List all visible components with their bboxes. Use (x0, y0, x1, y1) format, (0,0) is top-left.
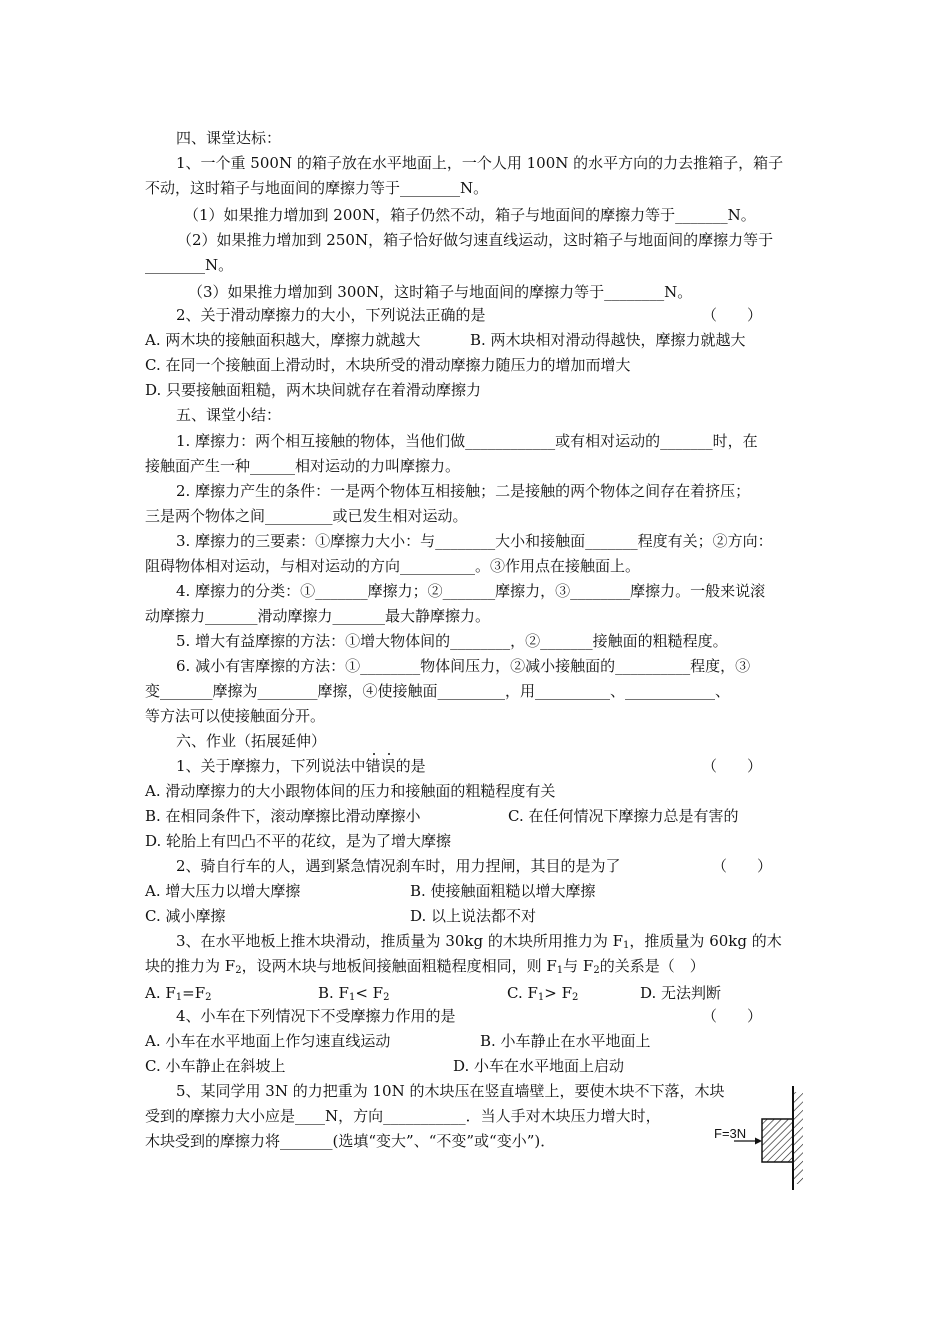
section5-heading: 五、课堂小结： (176, 406, 282, 424)
wooden-block (762, 1119, 793, 1162)
subscript: 2 (593, 965, 600, 976)
opt-text: C. F (507, 984, 538, 1002)
s6-q3-line2-text-2: ，设两木块与地板间接触面粗糙程度相同，则 F (241, 957, 557, 975)
s5-p4-line1: 4. 摩擦力的分类：①_______摩擦力；②_______摩擦力，③________摩擦力。一般来说滚 (176, 582, 766, 600)
s5-p3-line1: 3. 摩擦力的三要素：①摩擦力大小：与________大小和接触面_______程度有关；②方向： (176, 532, 773, 550)
s5-p3-line2: 阻碍物体相对运动，与相对运动的方向__________。③作用点在接触面上。 (145, 557, 641, 575)
s5-p1-line1: 1. 摩擦力：两个相互接触的物体，当他们做____________或有相对运动的_______时，在 (176, 432, 758, 450)
s5-p2-line2: 三是两个物体之间_________或已发生相对运动。 (145, 507, 468, 525)
s4-q2-option-c: C. 在同一个接触面上滑动时，木块所受的滑动摩擦力随压力的增加而增大 (145, 356, 631, 374)
s6-q4-stem: 4、小车在下列情况下不受摩擦力作用的是 (176, 1007, 456, 1025)
force-label: F=3N (714, 1126, 747, 1141)
s6-q5-line2: 受到的摩擦力大小应是____N，方向___________．当人手对木块压力增大时， (145, 1107, 661, 1125)
s6-q1-emphasis-2: 误 (380, 757, 396, 775)
s6-q2-option-d: D. 以上说法都不对 (410, 907, 537, 925)
s6-q1-answer-paren: （ ） (702, 757, 763, 775)
s6-q2-option-a: A. 增大压力以增大摩擦 (145, 882, 301, 900)
section6-heading: 六、作业（拓展延伸） (176, 732, 327, 750)
s6-q4-option-b: B. 小车静止在水平地面上 (480, 1032, 651, 1050)
s5-p4-line2: 动摩擦力_______滑动摩擦力_______最大静摩擦力。 (145, 607, 491, 625)
s5-p5: 5. 增大有益摩擦的方法：①增大物体间的________，②_______接触面的粗糙程度。 (176, 632, 728, 650)
s6-q1-stem (176, 756, 426, 776)
subscript: 2 (383, 992, 390, 1003)
s4-q2-option-b: B. 两木块相对滑动得越快，摩擦力就越大 (470, 331, 746, 349)
block-wall-figure (712, 1082, 812, 1194)
s6-q3-line1 (176, 931, 782, 956)
s6-q3-option-b (318, 983, 389, 1008)
subscript: 2 (205, 992, 212, 1003)
s4-q1-sub1: （1）如果推力增加到 200N，箱子仍然不动，箱子与地面间的摩擦力等于_______N。 (184, 206, 756, 224)
subscript: 2 (572, 992, 579, 1003)
s4-q1-sub3: （3）如果推力增加到 300N，这时箱子与地面间的摩擦力等于________N。 (188, 283, 693, 301)
s5-p2-line1: 2. 摩擦力产生的条件：一是两个物体互相接触；二是接触的两个物体之间存在着挤压； (176, 482, 751, 500)
subscript: 2 (235, 965, 242, 976)
s6-q5-line3: 木块受到的摩擦力将_______(选填“变大”、“不变”或“变小”)． (145, 1132, 556, 1150)
s6-q3-line2-text-4: 的关系是（ ） (599, 957, 705, 975)
s6-q3-line2 (145, 956, 705, 981)
s4-q2-option-d: D. 只要接触面粗糙，两木块间就存在着滑动摩擦力 (145, 381, 482, 399)
opt-text: > F (544, 984, 573, 1002)
s5-p6-line2: 变_______摩擦为________摩擦，④使接触面_________，用__________、____________、 (145, 682, 731, 700)
s4-q1-line2: 不动，这时箱子与地面间的摩擦力等于________N。 (145, 179, 489, 197)
s6-q1-stem-post: 的是 (395, 757, 426, 775)
s5-p6-line3: 等方法可以使接触面分开。 (145, 707, 326, 725)
section4-heading: 四、课堂达标： (176, 129, 282, 147)
opt-text: A. F (145, 984, 176, 1002)
s6-q4-answer-paren: （ ） (702, 1007, 763, 1025)
s6-q3-option-d: D. 无法判断 (640, 984, 722, 1002)
s6-q3-option-a (145, 983, 212, 1008)
s6-q1-option-a: A. 滑动摩擦力的大小跟物体间的压力和接触面的粗糙程度有关 (145, 782, 556, 800)
s5-p6-line1: 6. 减小有害摩擦的方法：①________物体间压力，②减小接触面的__________程度，③ (176, 657, 751, 675)
s4-q1-sub2-line1: （2）如果推力增加到 250N，箱子恰好做匀速直线运动，这时箱子与地面间的摩擦力等于 (177, 231, 774, 249)
s6-q3-line1-text-2: ，推质量为 60kg 的木 (629, 932, 782, 950)
s4-q2-option-a: A. 两木块的接触面积越大，摩擦力就越大 (145, 331, 421, 349)
force-arrow-icon (755, 1138, 762, 1145)
opt-text: B. F (318, 984, 349, 1002)
s6-q4-option-d: D. 小车在水平地面上启动 (453, 1057, 625, 1075)
s6-q1-option-c: C. 在任何情况下摩擦力总是有害的 (508, 807, 739, 825)
opt-text: =F (182, 984, 206, 1002)
subscript: 1 (623, 940, 630, 951)
s6-q3-line2-text: 块的推力为 F (145, 957, 236, 975)
subscript: 1 (556, 965, 564, 976)
subscript: 1 (537, 992, 545, 1003)
s6-q2-answer-paren: （ ） (712, 857, 773, 875)
opt-text: < F (355, 984, 384, 1002)
s6-q4-option-c: C. 小车静止在斜坡上 (145, 1057, 286, 1075)
s6-q2-option-b: B. 使接触面粗糙以增大摩擦 (410, 882, 596, 900)
subscript: 1 (348, 992, 356, 1003)
s6-q3-line2-text-3: 与 F (563, 957, 594, 975)
s6-q2-option-c: C. 减小摩擦 (145, 907, 226, 925)
s6-q1-option-d: D. 轮胎上有凹凸不平的花纹，是为了增大摩擦 (145, 832, 452, 850)
wall-hatching (793, 1092, 803, 1184)
s5-p1-line2: 接触面产生一种______相对运动的力叫摩擦力。 (145, 457, 461, 475)
s6-q3-option-c (507, 983, 578, 1008)
s6-q5-line1: 5、某同学用 3N 的力把重为 10N 的木块压在竖直墙壁上，要使木块不下落，木块 (176, 1082, 725, 1100)
s6-q3-line1-text: 3、在水平地板上推木块滑动，推质量为 30kg 的木块所用推力为 F (176, 932, 624, 950)
s4-q2-stem: 2、关于滑动摩擦力的大小，下列说法正确的是 (176, 306, 486, 324)
subscript: 1 (175, 992, 183, 1003)
s6-q1-stem-pre: 1、关于摩擦力，下列说法中 (176, 757, 366, 775)
s4-q2-answer-paren: （ ） (702, 306, 763, 324)
s6-q1-emphasis-1: 错 (365, 757, 381, 775)
s4-q1-line1: 1、一个重 500N 的箱子放在水平地面上，一个人用 100N 的水平方向的力去推箱子，箱子 (176, 154, 784, 172)
s6-q2-stem: 2、骑自行车的人，遇到紧急情况刹车时，用力捏闸，其目的是为了 (176, 857, 621, 875)
s4-q1-sub2-line2: ________N。 (145, 256, 234, 274)
s6-q1-option-b: B. 在相同条件下，滚动摩擦比滑动摩擦小 (145, 807, 421, 825)
s6-q4-option-a: A. 小车在水平地面上作匀速直线运动 (145, 1032, 391, 1050)
